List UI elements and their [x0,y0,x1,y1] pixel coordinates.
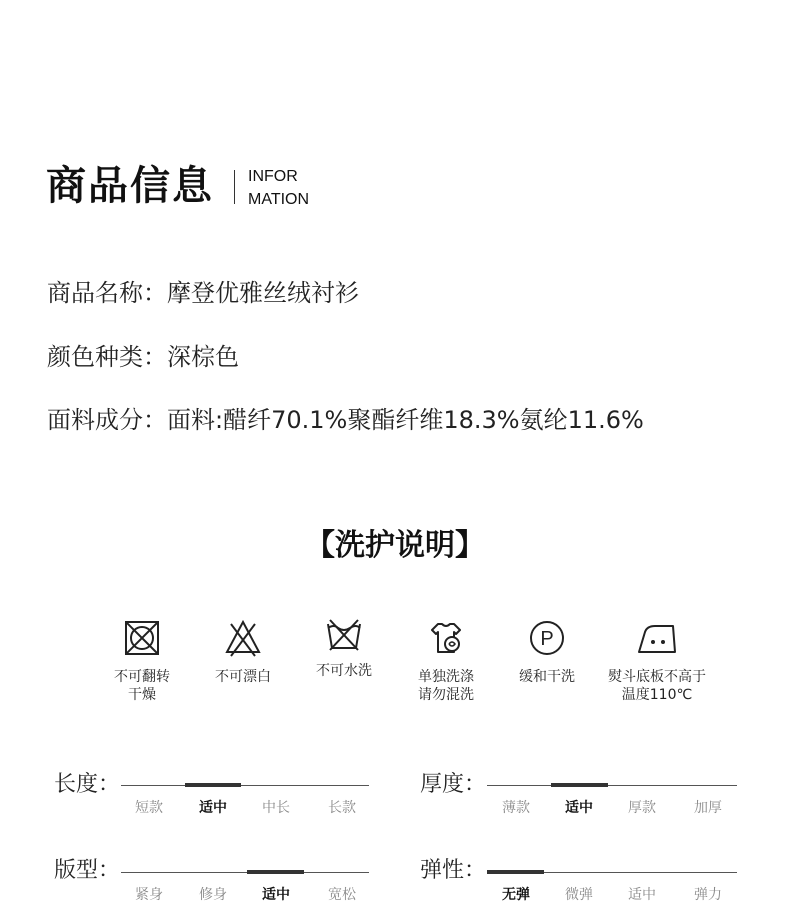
fit-option: 紧身 [135,887,163,903]
length-indicator [185,783,241,787]
fit-label: 版型： [54,858,121,883]
thickness-indicator [551,783,608,787]
care-label-line1: 单独洗涤 [418,669,474,685]
elasticity-scale [487,872,737,873]
length-option: 中长 [262,800,290,816]
section-title: 商品信息 [46,163,214,209]
length-scale [121,785,369,786]
care-label-line2: 温度110℃ [621,687,693,703]
iron-low-heat-icon [635,618,679,658]
thickness-option: 薄款 [502,800,530,816]
fit-indicator [247,870,304,874]
care-label-line1: 不可漂白 [215,669,271,685]
no-tumble-dry-icon [122,618,162,658]
no-wash-icon [324,616,364,652]
thickness-label: 厚度： [420,772,487,797]
gentle-dry-clean-icon [527,618,567,658]
elasticity-option-selected: 无弹 [502,887,530,903]
elasticity-option: 弹力 [694,887,722,903]
wash-separately-icon [426,618,466,658]
no-bleach-icon [223,618,263,658]
care-label-line2: 请勿混洗 [418,687,474,703]
thickness-scale [487,785,737,786]
elasticity-indicator [487,870,544,874]
thickness-option-selected: 适中 [565,800,593,816]
fit-scale [121,872,369,873]
length-label: 长度： [54,772,121,797]
title-divider [234,170,235,204]
product-material: 面料成分：面料:醋纤70.1%聚酯纤维18.3%氨纶11.6% [47,406,644,434]
care-item-no-tumble-dry [92,618,192,704]
fit-option: 宽松 [328,887,356,903]
care-item-wash-separately [396,618,496,704]
care-item-no-wash [294,616,394,680]
elasticity-option: 微弹 [565,887,593,903]
svg-text:P: P [540,628,554,650]
care-instructions-title: 【洗护说明】 [305,528,485,563]
care-label-line2: 干燥 [128,687,156,703]
care-label-line1: 缓和干洗 [519,669,575,685]
section-title-en-line1: INFOR [248,168,298,185]
length-option: 长款 [328,800,356,816]
elasticity-option: 适中 [628,887,656,903]
section-title-en-line2: MATION [248,191,310,208]
length-option: 短款 [135,800,163,816]
length-option-selected: 适中 [199,800,227,816]
section-title-en [248,165,309,211]
care-label-line1: 不可水洗 [316,663,372,679]
care-item-no-bleach [193,618,293,686]
care-item-iron-low-heat [598,618,716,704]
care-label-line1: 不可翻转 [114,669,170,685]
product-color: 颜色种类：深棕色 [47,343,239,371]
fit-option-selected: 适中 [262,887,290,903]
elasticity-label: 弹性： [420,858,487,883]
care-item-gentle-dry-clean [497,618,597,686]
care-label-line1: 熨斗底板不高于 [608,669,706,685]
fit-option: 修身 [199,887,227,903]
thickness-option: 厚款 [628,800,656,816]
product-name: 商品名称：摩登优雅丝绒衬衫 [47,279,359,307]
thickness-option: 加厚 [694,800,722,816]
